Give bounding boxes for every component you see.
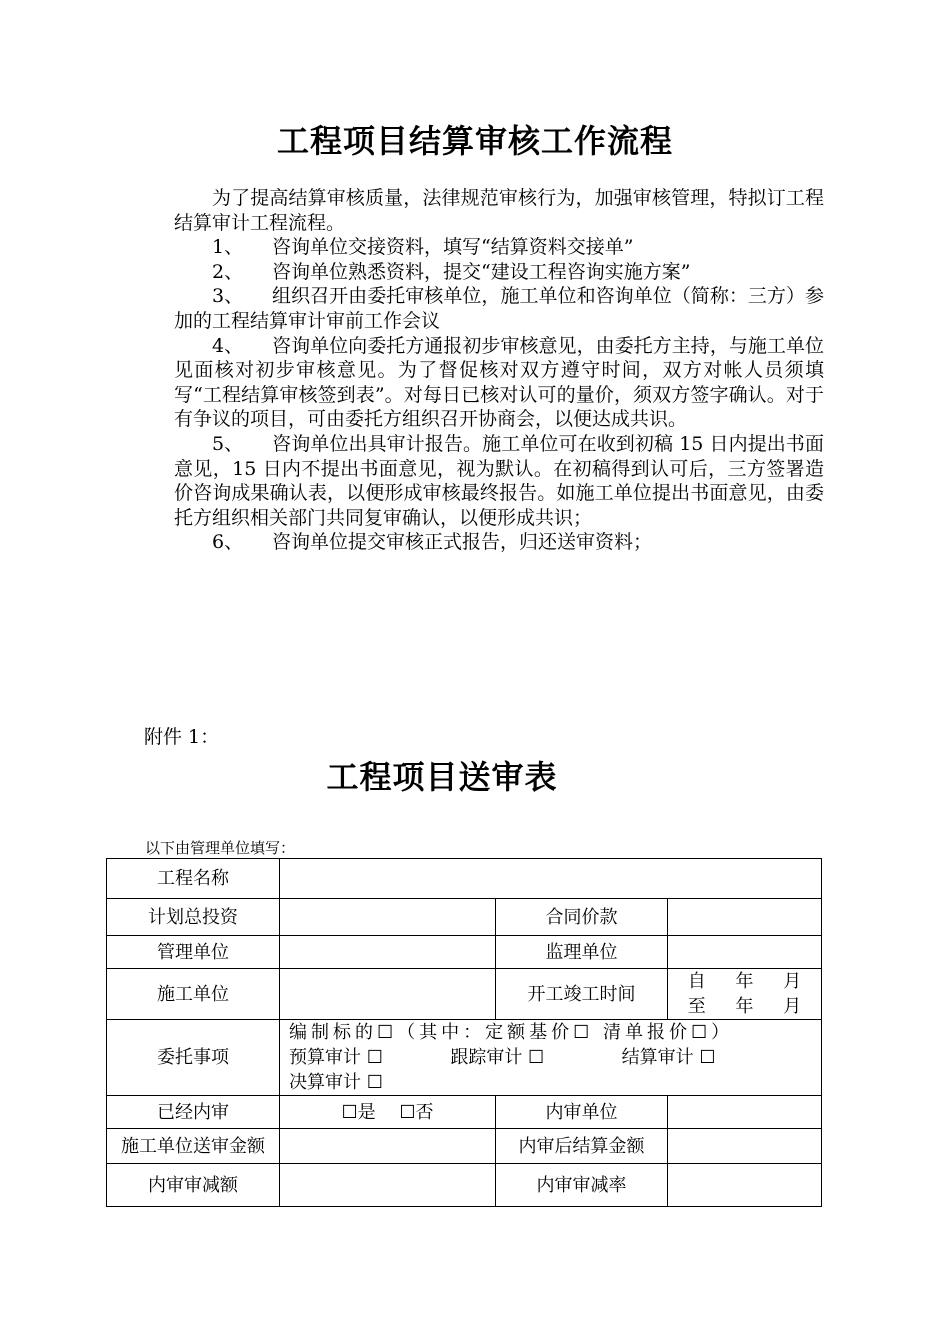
reduction-amount-label: 内审审减额 [107,1164,280,1207]
step-number: 2、 [212,260,244,283]
table-row [107,936,822,969]
table-row [107,859,822,899]
step-text: 咨询单位熟悉资料，提交“建设工程咨询实施方案” [272,260,691,283]
submission-form-table [106,858,822,1207]
internal-audit-unit-label: 内审单位 [496,1096,668,1129]
project-name-label: 工程名称 [107,859,280,899]
step-2 [174,260,824,285]
reduction-rate-label: 内审审减率 [496,1164,668,1207]
tracking-audit-checkbox[interactable]: 跟踪审计 ☐ [450,1047,545,1068]
step-number: 6、 [212,531,244,554]
form-title: 工程项目送审表 [326,758,558,796]
step-number: 1、 [212,236,244,259]
internal-audited-label: 已经内审 [107,1096,280,1129]
table-row [107,899,822,936]
contract-price-label: 合同价款 [496,899,668,936]
construction-unit-field[interactable] [280,969,496,1020]
planned-investment-field[interactable] [280,899,496,936]
step-number: 3、 [212,285,244,308]
table-row [107,1020,822,1096]
step-text: 咨询单位出具审计报告。施工单位可在收到初稿 15 日内提出书面意见，15 日内不提出书面意见，视为默认。在初稿得到认可后，三方签署造价咨询成果确认表，以便形成审核最终报告。如施工单位提出书面意见，由委托方组织相关部门共同复审确认，以便形成共识； [174,432,824,529]
page-title: 工程项目结算审核工作流程 [276,122,673,160]
start-end-time-label: 开工竣工时间 [496,969,668,1020]
step-1 [174,235,824,260]
table-row [107,1096,822,1129]
step-6 [174,530,824,555]
project-name-field[interactable] [280,859,822,899]
date-from: 自 年 月 [687,971,802,992]
post-audit-amount-field[interactable] [668,1129,822,1164]
start-end-time-field[interactable] [668,969,822,1020]
internal-audit-unit-field[interactable] [668,1096,822,1129]
settlement-audit-checkbox[interactable]: 结算审计 ☐ [621,1047,716,1068]
management-unit-label: 管理单位 [107,936,280,969]
yes-no-checkboxes[interactable]: ☐是 ☐否 [280,1096,496,1129]
supervision-unit-label: 监理单位 [496,936,668,969]
planned-investment-label: 计划总投资 [107,899,280,936]
step-text: 组织召开由委托审核单位，施工单位和咨询单位（简称：三方）参加的工程结算审计审前工作会议 [174,285,824,332]
step-text: 咨询单位向委托方通报初步审核意见，由委托方主持，与施工单位见面核对初步审核意见。为了督促核对双方遵守时间，双方对帐人员须填写“工程结算审核签到表”。对每日已核对认可的量价，须双方签字确认。对于有争议的项目，可由委托方组织召开协商会，以便达成共识。 [174,334,824,431]
construction-unit-label: 施工单位 [107,969,280,1020]
entrusted-items-label: 委托事项 [107,1020,280,1096]
step-text: 咨询单位交接资料，填写“结算资料交接单” [272,236,634,259]
contract-price-field[interactable] [668,899,822,936]
form-note: 以下由管理单位填写： [145,839,296,857]
table-row [107,1164,822,1207]
step-number: 5、 [212,432,244,455]
budget-audit-checkbox[interactable]: 预算审计 ☐ [289,1047,383,1068]
supervision-unit-field[interactable] [668,936,822,969]
attachment-label: 附件 1： [144,726,220,748]
step-text: 咨询单位提交审核正式报告，归还送审资料； [272,531,653,554]
process-description [174,186,824,555]
table-row [107,1129,822,1164]
entrusted-items-field [280,1020,822,1096]
reduction-amount-field[interactable] [280,1164,496,1207]
submitted-amount-label: 施工单位送审金额 [107,1129,280,1164]
final-audit-checkbox[interactable]: 决算审计 ☐ [289,1072,383,1093]
reduction-rate-field[interactable] [668,1164,822,1207]
step-4 [174,334,824,432]
table-row [107,969,822,1020]
management-unit-field[interactable] [280,936,496,969]
entrust-line-2 [289,1045,815,1070]
date-to: 至 年 月 [687,996,802,1017]
step-5 [174,432,824,530]
entrust-line-1[interactable]: 编制标的☐（其中：定额基价☐ 清单报价☐） [289,1022,734,1043]
step-3 [174,284,824,333]
step-number: 4、 [212,334,244,357]
submitted-amount-field[interactable] [280,1129,496,1164]
intro-paragraph: 为了提高结算审核质量，法律规范审核行为，加强审核管理，特拟订工程结算审计工程流程。 [174,187,824,234]
post-audit-amount-label: 内审后结算金额 [496,1129,668,1164]
